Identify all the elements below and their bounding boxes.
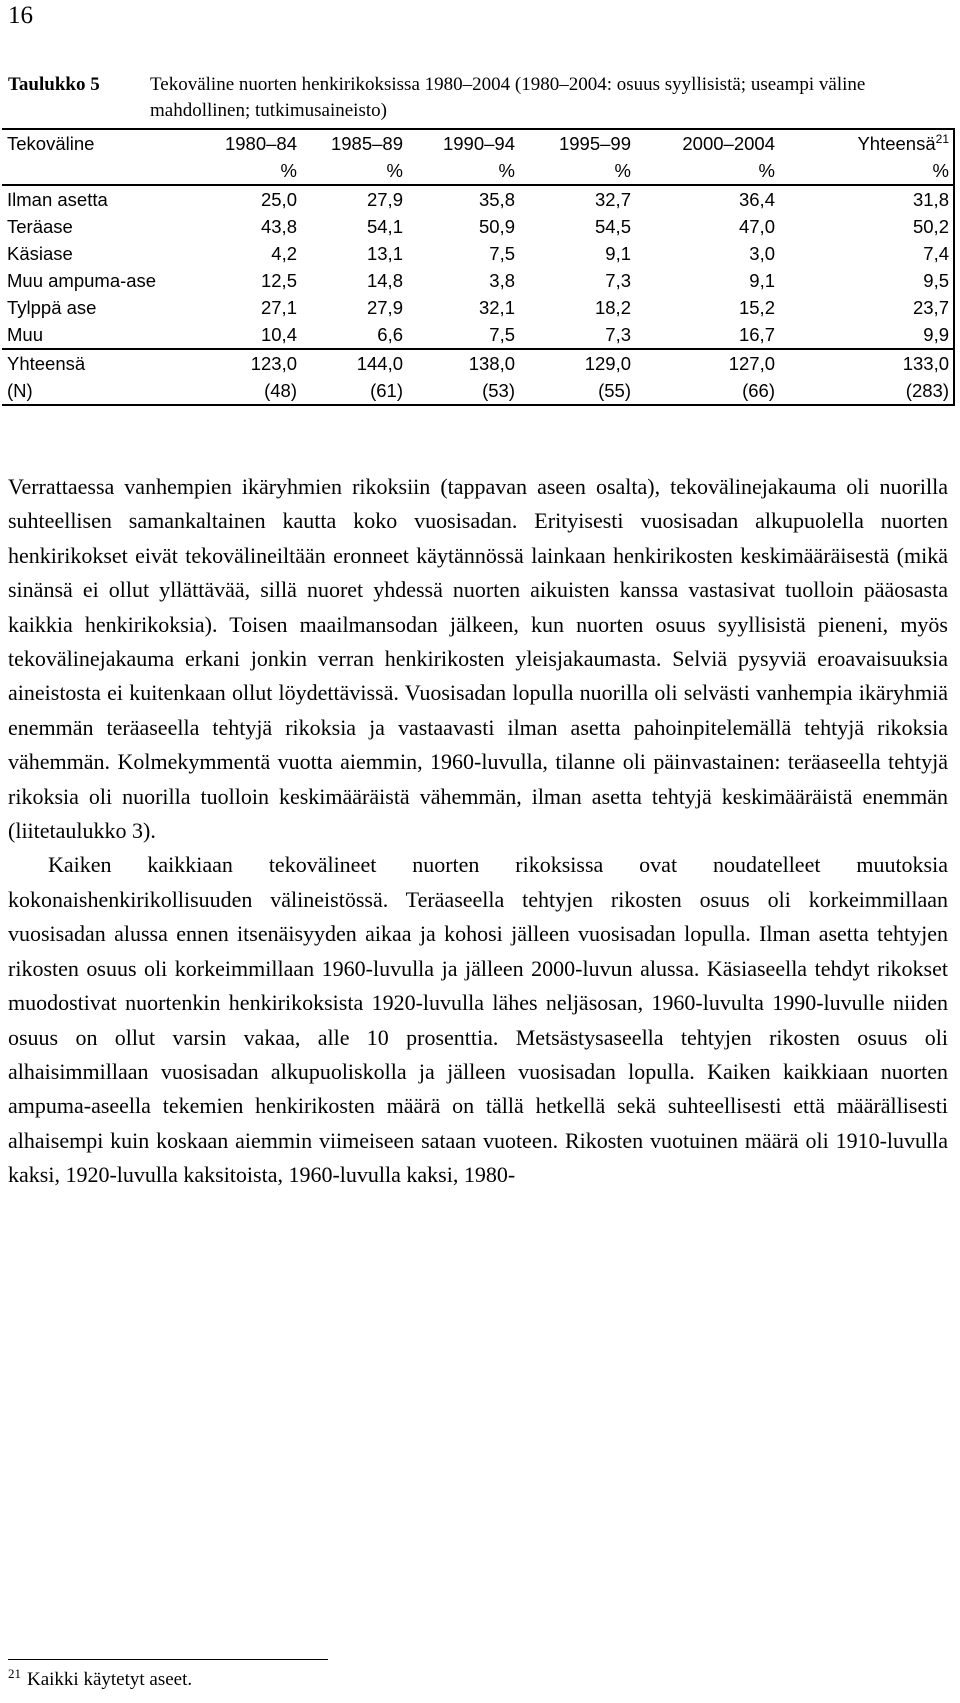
unit-cell: % xyxy=(758,160,775,181)
table-cell: 18,2 xyxy=(594,297,631,318)
page-number: 16 xyxy=(8,2,33,29)
header-cell: Tekoväline xyxy=(7,133,95,154)
body-text xyxy=(8,470,948,1193)
table-cell: 54,5 xyxy=(594,216,631,237)
table-cell: 47,0 xyxy=(738,216,775,237)
unit-cell-empty xyxy=(2,157,177,185)
unit-cell: % xyxy=(932,160,949,181)
table-cell: 32,7 xyxy=(515,185,631,213)
unit-cell: % xyxy=(386,160,403,181)
table-cell: 133,0 xyxy=(775,349,954,377)
table-cell: 7,5 xyxy=(489,324,515,345)
table-cell: 7,3 xyxy=(605,270,631,291)
table-cell: 9,1 xyxy=(605,243,631,264)
footnote-divider xyxy=(8,1659,328,1660)
table-row xyxy=(2,267,954,294)
table-cell: 9,5 xyxy=(923,270,949,291)
table-cell: 43,8 xyxy=(260,216,297,237)
total-row xyxy=(2,349,954,377)
n-row xyxy=(2,377,954,405)
table-cell: 12,5 xyxy=(260,270,297,291)
footnote-number: 21 xyxy=(8,1665,21,1681)
table-cell: 50,2 xyxy=(912,216,949,237)
header-cell: 1980–84 xyxy=(224,133,297,154)
table-cell: 138,0 xyxy=(403,349,515,377)
table-cell: (66) xyxy=(742,380,775,401)
footnote xyxy=(8,1665,193,1692)
table-caption-text: Tekoväline nuorten henkirikoksissa 1980–2004 (1980–2004: osuus syyllisistä; useampi väline mahdollinen; tutkimusaineisto) xyxy=(150,74,866,121)
table-cell: 3,8 xyxy=(489,270,515,291)
table-cell: 16,7 xyxy=(738,324,775,345)
table-cell: (283) xyxy=(905,380,949,401)
table-cell: 50,9 xyxy=(478,216,515,237)
header-total-label: Yhteensä xyxy=(857,133,936,154)
table-row xyxy=(2,294,954,321)
table-cell: 127,0 xyxy=(631,349,775,377)
unit-row xyxy=(2,157,954,185)
table-header-row xyxy=(2,129,954,157)
unit-cell: % xyxy=(614,160,631,181)
table-cell: 7,4 xyxy=(923,243,949,264)
row-label: (N) xyxy=(7,380,33,401)
table-cell: (61) xyxy=(370,380,403,401)
table-cell: 7,5 xyxy=(489,243,515,264)
header-cell: 2000–2004 xyxy=(682,133,775,154)
footnote-text: Kaikki käytetyt aseet. xyxy=(27,1669,193,1690)
table-cell: (55) xyxy=(598,380,631,401)
table-cell: 31,8 xyxy=(775,185,954,213)
table-cell: 27,9 xyxy=(297,185,403,213)
table-cell: 144,0 xyxy=(297,349,403,377)
table-cell: 3,0 xyxy=(749,243,775,264)
header-cell-total xyxy=(775,129,954,157)
row-label: Muu ampuma-ase xyxy=(7,270,157,291)
table-cell: 14,8 xyxy=(366,270,403,291)
table-caption-label: Taulukko 5 xyxy=(8,74,100,95)
table-caption xyxy=(8,72,948,124)
row-label: Tylppä ase xyxy=(7,297,97,318)
paragraph: Verrattaessa vanhempien ikäryhmien rikoksiin (tappavan aseen osalta), tekovälinejakauma oli nuorilla suhteellisen samankaltainen kautta koko vuosisadan. Erityisesti vuosisadan alkupuolella nuorten henkirikokset eivät tekovälineiltään eronneet käytännössä lainkaan henkirikosten keskimääräisestä (mikä sinänsä ei ollut yllättävää, sillä nuoret yhdessä nuorten aikuisten kanssa vastasivat tuolloin pääosasta kaikkia henkirikoksia). Toisen maailmansodan jälkeen, kun nuorten osuus syyllisistä pieneni, myös tekovälinejakauma erkani jonkin verran henkirikosten yleisjakaumasta. Selviä pysyviä eroavaisuuksia aineistosta ei kuitenkaan ollut löydettävissä. Vuosisadan lopulla nuorilla oli selvästi vanhempia ikäryhmiä enemmän teräaseella tehtyjä rikoksia ja vastaavasti ilman asetta pahoinpitelemällä tehtyjä rikoksia vähemmän. Kolmekymmentä vuotta aiemmin, 1960-luvulla, tilanne oli päinvastainen: teräaseella tehtyjä rikoksia oli nuorilla tuolloin keskimääräistä vähemmän, ilman asetta tehtyjä keskimääräistä enemmän (liitetaulukko 3). xyxy=(8,474,948,844)
table-cell: (48) xyxy=(264,380,297,401)
table-row xyxy=(2,321,954,349)
table-cell: 35,8 xyxy=(403,185,515,213)
table-cell: 7,3 xyxy=(605,324,631,345)
table-cell: (53) xyxy=(482,380,515,401)
header-cell: 1995–99 xyxy=(558,133,631,154)
footnote-ref: 21 xyxy=(935,131,949,146)
table-cell: 129,0 xyxy=(515,349,631,377)
table-cell: 32,1 xyxy=(478,297,515,318)
table-row xyxy=(2,240,954,267)
table-cell: 25,0 xyxy=(177,185,297,213)
table-cell: 23,7 xyxy=(912,297,949,318)
row-label: Käsiase xyxy=(7,243,73,264)
table-cell: 9,1 xyxy=(749,270,775,291)
table-cell: 4,2 xyxy=(271,243,297,264)
table-cell: 27,1 xyxy=(260,297,297,318)
table-cell: 36,4 xyxy=(631,185,775,213)
header-cell: 1985–89 xyxy=(330,133,403,154)
table-cell: 54,1 xyxy=(366,216,403,237)
weapon-table xyxy=(2,128,955,406)
row-label: Yhteensä xyxy=(2,349,177,377)
paragraph: Kaiken kaikkiaan tekovälineet nuorten rikoksissa ovat noudatelleet muutoksia kokonaishenkirikollisuuden välineistössä. Teräaseella tehtyjen rikosten osuus oli korkeimmillaan vuosisadan alussa ennen itsenäisyyden aikaa ja kohosi jälleen vuosisadan lopulla. Ilman asetta tehtyjen rikosten osuus oli korkeimmillaan 1960-luvulla ja jälleen 2000-luvun alussa. Käsiaseella tehdyt rikokset muodostivat nuortenkin henkirikoksista 1920-luvulla lähes neljäsosan, 1960-luvulta 1990-luvulle niiden osuus on ollut varsin vakaa, alle 10 prosenttia. Metsästysaseella tehtyjen rikosten osuus oli alhaisimmillaan vuosisadan alkupuoliskolla ja jälleen vuosisadan lopulla. Kaiken kaikkiaan nuorten ampuma-aseella tekemien henkirikosten määrä on tällä hetkellä sekä suhteellisesti että määrällisesti alhaisempi kuin koskaan aiemmin viimeiseen sataan vuoteen. Rikosten vuotuinen määrä oli 1910-luvulla kaksi, 1920-luvulla kaksitoista, 1960-luvulla kaksi, 1980- xyxy=(8,852,948,1188)
table-cell: 27,9 xyxy=(366,297,403,318)
table-row xyxy=(2,185,954,213)
table-row xyxy=(2,213,954,240)
table-cell: 10,4 xyxy=(260,324,297,345)
row-label: Muu xyxy=(7,324,43,345)
unit-cell: % xyxy=(280,160,297,181)
header-cell: 1990–94 xyxy=(442,133,515,154)
unit-cell: % xyxy=(498,160,515,181)
table-cell: 9,9 xyxy=(923,324,949,345)
row-label: Ilman asetta xyxy=(2,185,177,213)
table-cell: 15,2 xyxy=(738,297,775,318)
table-cell: 123,0 xyxy=(177,349,297,377)
table-cell: 13,1 xyxy=(366,243,403,264)
row-label: Teräase xyxy=(7,216,73,237)
table-cell: 6,6 xyxy=(377,324,403,345)
